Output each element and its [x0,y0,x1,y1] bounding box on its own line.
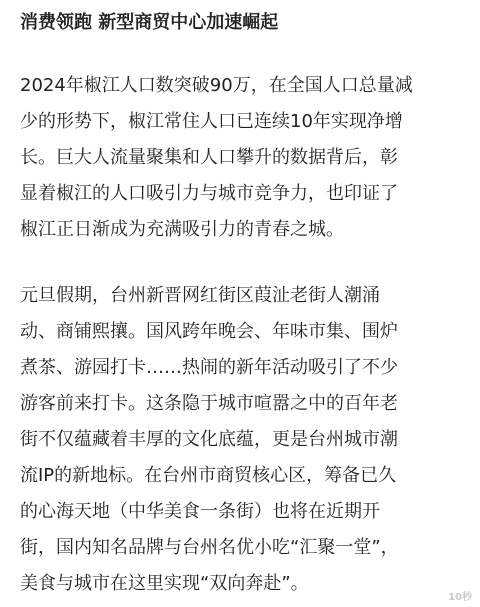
paragraph-line: 游客前来打卡。这条隐于城市喧嚣之中的百年老 [20,393,398,414]
paragraph-line: 流IP的新地标。在台州市商贸核心区，筹备已久 [20,465,397,486]
paragraph-line: 街，国内知名品牌与台州名优小吃“汇聚一堂”， [20,537,399,558]
paragraph-line: 椒江正日渐成为充满吸引力的青春之城。 [20,219,344,240]
article-headline: 消费领跑 新型商贸中心加速崛起 [20,12,279,33]
paragraph-line: 长。巨大人流量聚集和人口攀升的数据背后，彰 [20,147,398,168]
article-paragraph-2 [20,278,399,602]
paragraph-line: 显着椒江的人口吸引力与城市竞争力，也印证了 [20,183,398,204]
paragraph-line: 动、商铺熙攘。国风跨年晚会、年味市集、围炉 [20,321,398,342]
article-paragraph-1 [20,68,413,248]
paragraph-line: 的心海天地（中华美食一条街）也将在近期开 [20,501,380,522]
watermark-logo: 10秒 [448,592,472,603]
paragraph-line: 少的形势下，椒江常住人口已连续10年实现净增 [20,111,403,132]
paragraph-line: 美食与城市在这里实现“双向奔赴”。 [20,573,309,594]
paragraph-line: 元旦假期，台州新晋网红街区葭沚老街人潮涌 [20,285,380,306]
paragraph-line: 煮茶、游园打卡……热闹的新年活动吸引了不少 [20,357,398,378]
paragraph-line: 街不仅蕴藏着丰厚的文化底蕴，更是台州城市潮 [20,429,398,450]
paragraph-line: 2024年椒江人口数突破90万，在全国人口总量减 [20,75,413,96]
